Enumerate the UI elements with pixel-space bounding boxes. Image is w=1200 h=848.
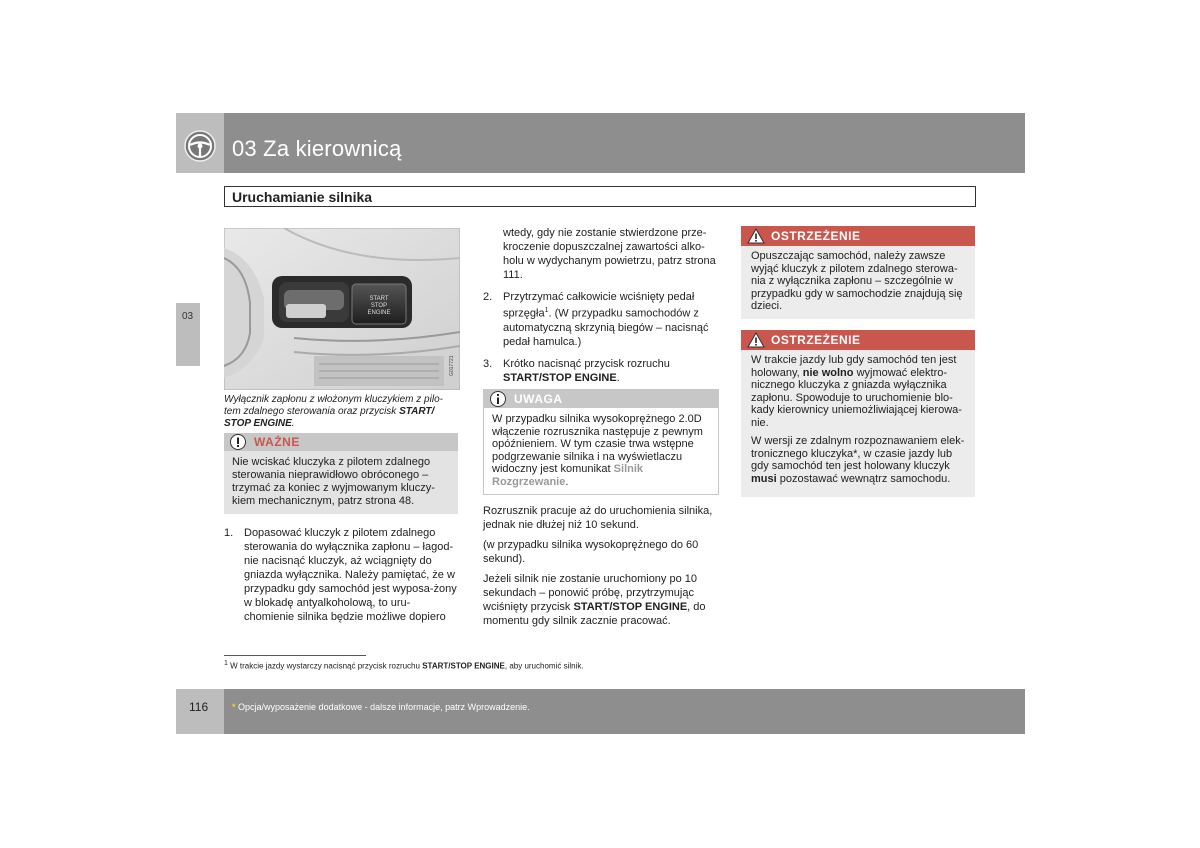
- step-1-number: 1.: [224, 527, 234, 539]
- warning-2-text-cont: wyjmować elektro-nicznego kluczyka z gniazda wyłącznika zapłonu. Spowoduje to uruchomienie blo-kady kierownicy uniemożliwiającej kierowa-nie.: [751, 366, 962, 429]
- figure-code: G017721: [449, 355, 455, 376]
- warning-2-text: W trakcie jazdy lub gdy samochód ten jest holowany,: [751, 354, 957, 379]
- middle-column: [483, 226, 719, 393]
- paragraph-retry-text: Jeżeli silnik nie zostanie uruchomiony po 10 sekundach – ponowić próbę, przytrzymując wciśnięty przycisk: [483, 573, 698, 613]
- caption-text: Wyłącznik zapłonu z włożonym kluczykiem z pilo-tem zdalnego sterowania oraz przycisk: [224, 394, 443, 417]
- note-text: [484, 408, 718, 494]
- footer-note-text: Opcja/wyposażenie dodatkowe - dalsze informacje, patrz Wprowadzenie.: [235, 702, 530, 712]
- important-label: WAŻNE: [254, 435, 300, 449]
- paragraph-retry: [483, 572, 721, 628]
- chapter-title: 03 Za kierownicą: [232, 136, 402, 161]
- ignition-figure: [224, 228, 460, 390]
- warning-2-body: [741, 350, 975, 497]
- step-1-text: Dopasować kluczyk z pilotem zdalnego sterowania do wyłącznika zapłonu – łagod-nie nacisnąć kluczyk, aż wciągnięty do gniazda wyłącznika. Należy pamiętać, że w przypadku gdy samochód jest wyposa-żony w blokadę antyalkoholową, to uru-chomienie silnika będzie możliwe dopiero: [244, 527, 457, 623]
- step-3-text: Krótko nacisnąć przycisk rozruchu: [503, 357, 670, 370]
- warning-2-p2-emphasis: musi: [751, 472, 777, 485]
- warning-box-2: [741, 330, 975, 497]
- warning-triangle-icon: [747, 228, 765, 244]
- warning-2-emphasis: nie wolno: [802, 366, 854, 379]
- step-2-number: 2.: [483, 291, 493, 303]
- caption-bold: START/ STOP ENGINE: [224, 406, 435, 429]
- page-number: 116: [189, 700, 209, 714]
- caption-end: .: [291, 418, 295, 429]
- footnote-number: 1: [224, 660, 228, 667]
- warning-2-p2-text: W wersji ze zdalnym rozpoznawaniem elek-tronicznego kluczyka*, w czasie jazdy lub gdy samochód ten jest holowany kluczyk: [751, 435, 965, 472]
- footnote-button: START/STOP ENGINE: [422, 661, 505, 671]
- warning-2-label: OSTRZEŻENIE: [771, 333, 861, 347]
- step-2-text-cont: . (W przypadku samochodów z automatyczną skrzynią biegów – nacisnąć pedał hamulca.): [503, 307, 709, 348]
- warning-1-label: OSTRZEŻENIE: [771, 229, 861, 243]
- footnote-text: W trakcie jazdy wystarczy nacisnąć przycisk rozruchu: [227, 661, 423, 671]
- note-label: UWAGA: [514, 392, 563, 406]
- warning-box-1-header: [741, 226, 975, 246]
- important-box: [224, 433, 458, 514]
- section-title: Uruchamianie silnika: [232, 189, 373, 205]
- left-steps: [224, 526, 460, 632]
- footnote-end: , aby uruchomić silnik.: [504, 661, 584, 671]
- footnote-divider: [224, 655, 366, 656]
- figure-button-label-engine: ENGINE: [367, 310, 391, 316]
- step-3-button-name: START/STOP ENGINE: [503, 371, 617, 384]
- step-2: [483, 290, 719, 349]
- paragraph-retry-button: START/STOP ENGINE: [573, 601, 688, 613]
- note-box: [483, 389, 719, 495]
- warning-box-1: [741, 226, 975, 319]
- footnote: [224, 660, 584, 671]
- note-box-header: [484, 390, 718, 408]
- exclamation-icon: [230, 434, 246, 450]
- paragraph-starter-duration: Rozrusznik pracuje aż do uruchomienia silnika, jednak nie dłużej niż 10 sekund.: [483, 505, 713, 531]
- figure-button-label-start: START: [369, 296, 389, 302]
- chapter-side-tab-label: 03: [182, 311, 194, 322]
- figure-caption: [224, 394, 458, 430]
- step-2-text: Przytrzymać całkowicie wciśnięty pedał sprzęgła: [503, 291, 695, 320]
- warning-1-text: Opuszczając samochód, należy zawsze wyjąć kluczyk z pilotem zdalnego sterowa-nia z wyłącznika zapłonu – szczególnie w przypadku gdy w samochodzie znajdują się dzieci.: [741, 246, 975, 319]
- important-text: Nie wciskać kluczyka z pilotem zdalnego sterowania nieprawidłowo obróconego – trzymać za koniec z wyjmowanym kluczy-kiem mechanicznym, patrz strona 48.: [232, 456, 435, 507]
- step-3-number: 3.: [483, 357, 493, 370]
- steering-wheel-icon: [184, 130, 216, 162]
- note-text-main: W przypadku silnika wysokoprężnego 2.0D włączenie rozrusznika następuje z pewnym opóźnieniem. W tym czasie trwa wstępne podgrzewanie silnika i na wyświetlaczu widoczny jest komunikat: [492, 413, 703, 475]
- warning-2-paragraph-1: [751, 354, 967, 429]
- option-star: *: [232, 702, 236, 712]
- info-icon: [490, 391, 506, 407]
- step-3-end: .: [616, 371, 620, 384]
- warning-2-paragraph-2: [751, 435, 967, 485]
- step-2-footnote-ref: 1: [544, 307, 549, 314]
- step-1: [224, 526, 460, 624]
- middle-paragraphs: [483, 504, 721, 634]
- important-box-header: [224, 433, 458, 451]
- note-display-message: Silnik Rozgrzewanie: [492, 463, 644, 488]
- paragraph-retry-end: , do momentu gdy silnik zacznie pracować.: [483, 601, 706, 627]
- step-3: [483, 357, 719, 385]
- note-text-end: .: [565, 475, 569, 488]
- figure-button-label-stop: STOP: [370, 303, 388, 309]
- paragraph-diesel-duration: (w przypadku silnika wysokoprężnego do 60 sekund).: [483, 539, 699, 565]
- warning-triangle-icon: [747, 332, 765, 348]
- footer-note: [232, 702, 530, 712]
- warning-box-2-header: [741, 330, 975, 350]
- step-1-continued: wtedy, gdy nie zostanie stwierdzone prze-kroczenie dopuszczalnej zawartości alko-holu w wydychanym powietrzu, patrz strona 111.: [503, 227, 716, 281]
- warning-2-p2-end: pozostawać wewnątrz samochodu.: [776, 472, 951, 485]
